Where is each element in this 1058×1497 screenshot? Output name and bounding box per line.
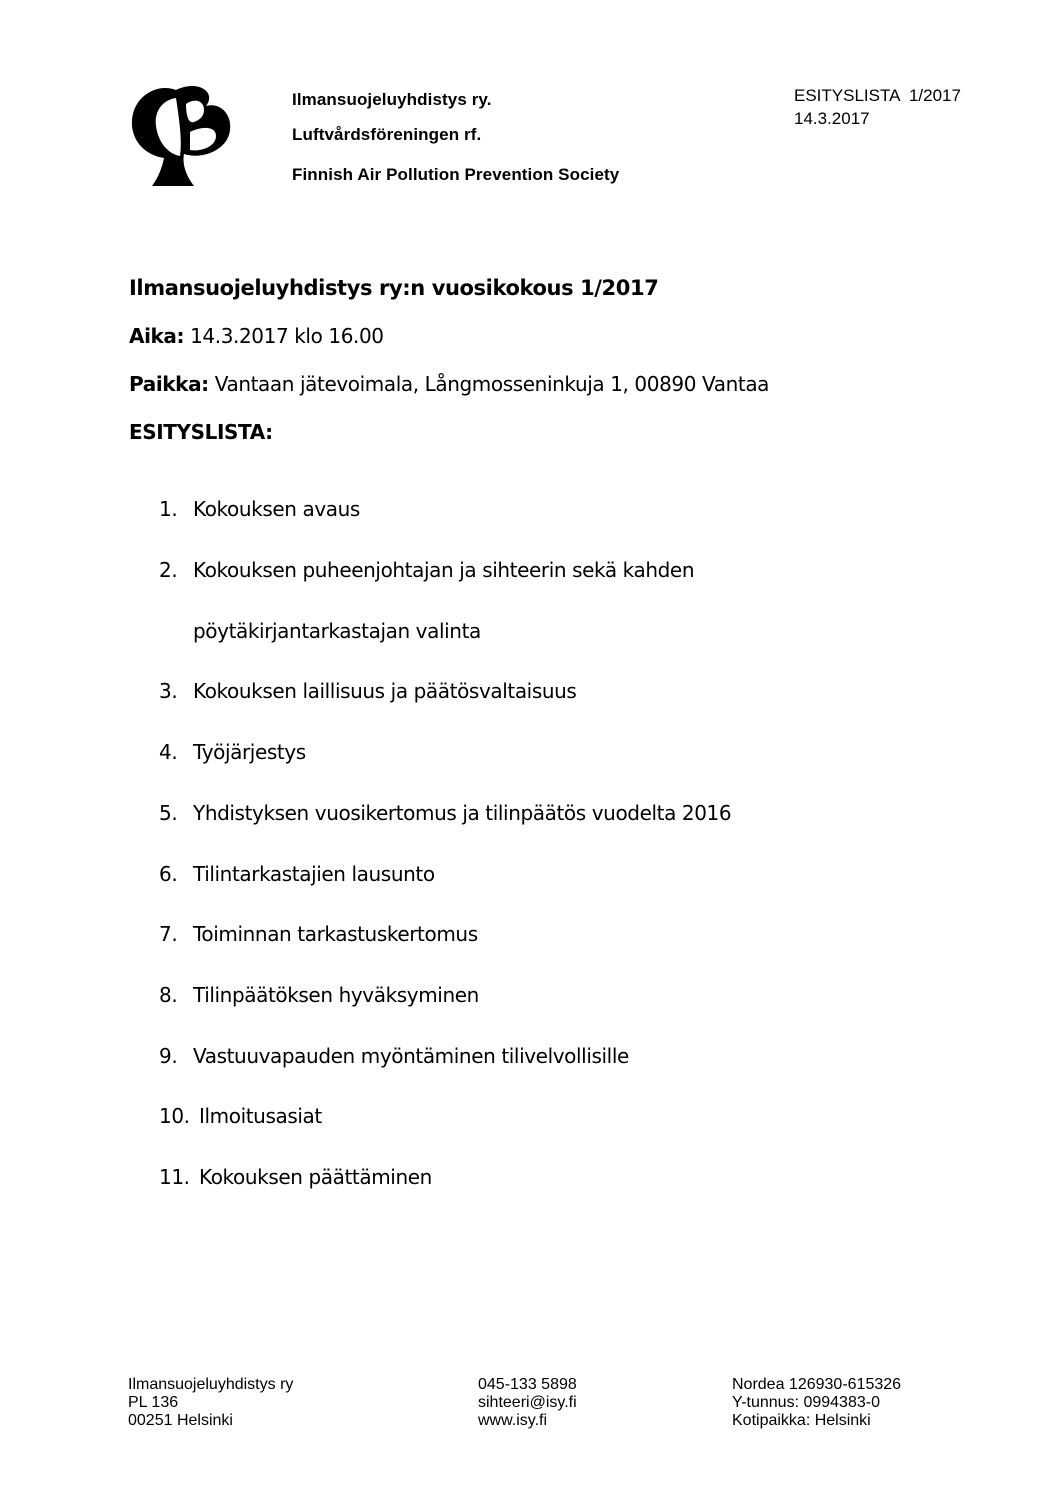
agenda-item-text: Työjärjestys: [193, 740, 306, 764]
agenda-item-number: 2.: [159, 558, 178, 582]
footer-website: www.isy.fi: [478, 1412, 548, 1429]
time-value: 14.3.2017 klo 16.00: [184, 324, 384, 348]
agenda-item-number: 5.: [159, 801, 178, 825]
org-name-finnish: Ilmansuojeluyhdistys ry.: [292, 90, 492, 109]
agenda-item-text: Kokouksen laillisuus ja päätösvaltaisuus: [193, 679, 577, 703]
place-value: Vantaan jätevoimala, Långmosseninkuja 1, 00890 Vantaa: [208, 372, 770, 396]
document-type: ESITYSLISTA 1/2017: [794, 86, 961, 105]
footer-org-name: Ilmansuojeluyhdistys ry: [128, 1376, 294, 1393]
agenda-item-text: Kokouksen avaus: [193, 497, 360, 521]
agenda-item: [159, 1104, 322, 1128]
agenda-item-continuation: pöytäkirjantarkastajan valinta: [193, 619, 481, 643]
meeting-place: [129, 372, 769, 396]
agenda-item: [159, 1044, 629, 1068]
agenda-item-number: 10.: [159, 1104, 190, 1128]
time-label: Aika:: [129, 324, 185, 348]
footer-contact: [478, 1376, 577, 1430]
agenda-item: [159, 1165, 432, 1189]
agenda-item-number: 6.: [159, 862, 178, 886]
org-name-english: Finnish Air Pollution Prevention Society: [292, 165, 620, 184]
footer-business-id: Y-tunnus: 0994383-0: [732, 1394, 880, 1411]
agenda-item-number: 9.: [159, 1044, 178, 1068]
agenda-item-text: Tilinpäätöksen hyväksyminen: [193, 983, 479, 1007]
footer-po-box: PL 136: [128, 1394, 179, 1411]
agenda-item: [159, 801, 731, 825]
agenda-item-text: Kokouksen päättäminen: [199, 1165, 432, 1189]
agenda-item: [159, 862, 435, 886]
meeting-title: Ilmansuojeluyhdistys ry:n vuosikokous 1/2017: [129, 276, 659, 300]
agenda-item-text: Toiminnan tarkastuskertomus: [193, 922, 478, 946]
footer-registration: [732, 1376, 901, 1430]
footer-domicile: Kotipaikka: Helsinki: [732, 1412, 871, 1429]
agenda-item-number: 3.: [159, 679, 178, 703]
agenda-item-number: 11.: [159, 1165, 190, 1189]
footer-address: [128, 1376, 293, 1430]
agenda-item: [159, 922, 478, 946]
agenda-item-text: Tilintarkastajien lausunto: [193, 862, 435, 886]
document-date: 14.3.2017: [794, 109, 870, 128]
footer-email: sihteeri@isy.fi: [478, 1394, 577, 1411]
footer-bank-account: Nordea 126930-615326: [732, 1376, 902, 1393]
agenda-item: [159, 983, 479, 1007]
agenda-item: [159, 679, 576, 703]
org-name-swedish: Luftvårdsföreningen rf.: [292, 125, 482, 144]
agenda-item: [159, 558, 694, 582]
agenda-item: [159, 497, 360, 521]
agenda-item: [159, 740, 306, 764]
agenda-item-text: Ilmoitusasiat: [199, 1104, 322, 1128]
organization-logo: [128, 84, 234, 188]
agenda-item-text: Yhdistyksen vuosikertomus ja tilinpäätös vuodelta 2016: [193, 801, 732, 825]
agenda-item-text: Kokouksen puheenjohtajan ja sihteerin sekä kahden: [193, 558, 695, 582]
agenda-heading: [129, 420, 273, 444]
meeting-time: [129, 324, 384, 348]
agenda-heading-text: ESITYSLISTA:: [129, 420, 273, 444]
place-label: Paikka:: [129, 372, 209, 396]
agenda-item-text: Vastuuvapauden myöntäminen tilivelvollisille: [193, 1044, 629, 1068]
agenda-item-number: 4.: [159, 740, 178, 764]
footer-phone: 045-133 5898: [478, 1376, 577, 1393]
footer-postal-code: 00251 Helsinki: [128, 1412, 233, 1429]
agenda-item-number: 8.: [159, 983, 178, 1007]
agenda-item-number: 7.: [159, 922, 178, 946]
agenda-item-number: 1.: [159, 497, 178, 521]
